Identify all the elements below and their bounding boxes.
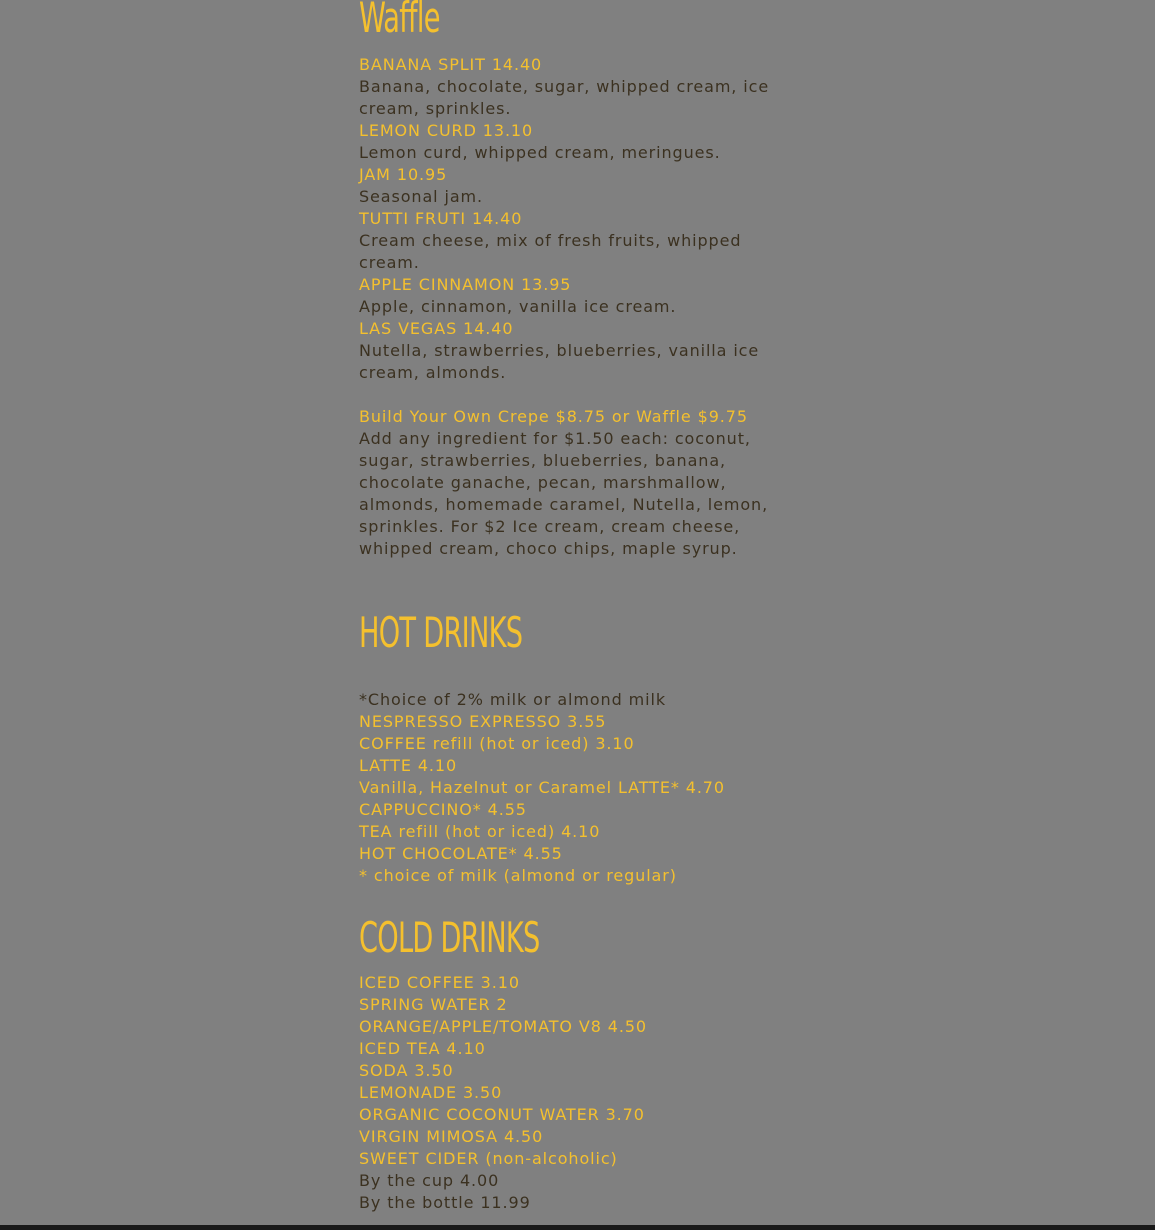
build-your-own-description: sprinkles. For $2 Ice cream, cream cheese, <box>359 517 741 536</box>
drink-item: ORGANIC COCONUT WATER 3.70 <box>359 1105 645 1124</box>
drink-item: ICED TEA 4.10 <box>359 1039 486 1058</box>
drink-item: COFFEE refill (hot or iced) 3.10 <box>359 734 635 753</box>
hot-drinks-heading: HOT DRINKS <box>359 608 523 657</box>
menu-item-name: BANANA SPLIT 14.40 <box>359 55 543 74</box>
bottom-border <box>0 1225 1155 1230</box>
menu-item-description: Banana, chocolate, sugar, whipped cream, ice <box>359 77 770 96</box>
drink-item: ICED COFFEE 3.10 <box>359 973 520 992</box>
build-your-own-description: Add any ingredient for $1.50 each: coconut, <box>359 429 751 448</box>
menu-item-description: Nutella, strawberries, blueberries, vanilla ice <box>359 341 760 360</box>
menu-item-description: Apple, cinnamon, vanilla ice cream. <box>359 297 677 316</box>
drink-item: LEMONADE 3.50 <box>359 1083 503 1102</box>
drink-item: NESPRESSO EXPRESSO 3.55 <box>359 712 607 731</box>
hot-drinks-note: *Choice of 2% milk or almond milk <box>359 690 666 709</box>
cider-size-option: By the bottle 11.99 <box>359 1193 531 1212</box>
build-your-own-description: almonds, homemade caramel, Nutella, lemon, <box>359 495 769 514</box>
waffle-heading: Waffle <box>359 0 440 42</box>
drink-item: LATTE 4.10 <box>359 756 458 775</box>
cold-drinks-section <box>359 914 610 962</box>
drink-item: SODA 3.50 <box>359 1061 454 1080</box>
drink-item: ORANGE/APPLE/TOMATO V8 4.50 <box>359 1017 647 1036</box>
drink-item: VIRGIN MIMOSA 4.50 <box>359 1127 544 1146</box>
menu-item-description: cream. <box>359 253 420 272</box>
menu-item-description: Cream cheese, mix of fresh fruits, whipped <box>359 231 742 250</box>
hot-drinks-section <box>359 609 586 657</box>
drink-item: Vanilla, Hazelnut or Caramel LATTE* 4.70 <box>359 778 725 797</box>
drink-item: CAPPUCCINO* 4.55 <box>359 800 527 819</box>
drink-item: TEA refill (hot or iced) 4.10 <box>359 822 601 841</box>
drink-footnote: * choice of milk (almond or regular) <box>359 866 677 885</box>
spacer <box>359 384 769 406</box>
waffle-section <box>359 0 471 42</box>
build-your-own-description: sugar, strawberries, blueberries, banana, <box>359 451 727 470</box>
drink-item: HOT CHOCOLATE* 4.55 <box>359 844 563 863</box>
menu-item-description: cream, sprinkles. <box>359 99 512 118</box>
menu-item-description: Lemon curd, whipped cream, meringues. <box>359 143 721 162</box>
menu-item-name: JAM 10.95 <box>359 165 448 184</box>
menu-item-name: TUTTI FRUTI 14.40 <box>359 209 523 228</box>
menu-item-name: APPLE CINNAMON 13.95 <box>359 275 572 294</box>
cider-size-option: By the cup 4.00 <box>359 1171 500 1190</box>
cold-drinks-items <box>359 972 647 1214</box>
waffle-items <box>359 54 769 560</box>
build-your-own-description: chocolate ganache, pecan, marshmallow, <box>359 473 727 492</box>
menu-item-description: Seasonal jam. <box>359 187 484 206</box>
cold-drinks-heading: COLD DRINKS <box>359 913 540 962</box>
menu-item-name: LAS VEGAS 14.40 <box>359 319 514 338</box>
hot-drinks-items <box>359 689 725 887</box>
menu-item-description: cream, almonds. <box>359 363 507 382</box>
drink-item: SWEET CIDER (non-alcoholic) <box>359 1149 618 1168</box>
build-your-own-title: Build Your Own Crepe $8.75 or Waffle $9.75 <box>359 407 748 426</box>
menu-item-name: LEMON CURD 13.10 <box>359 121 534 140</box>
drink-item: SPRING WATER 2 <box>359 995 508 1014</box>
build-your-own-description: whipped cream, choco chips, maple syrup. <box>359 539 738 558</box>
